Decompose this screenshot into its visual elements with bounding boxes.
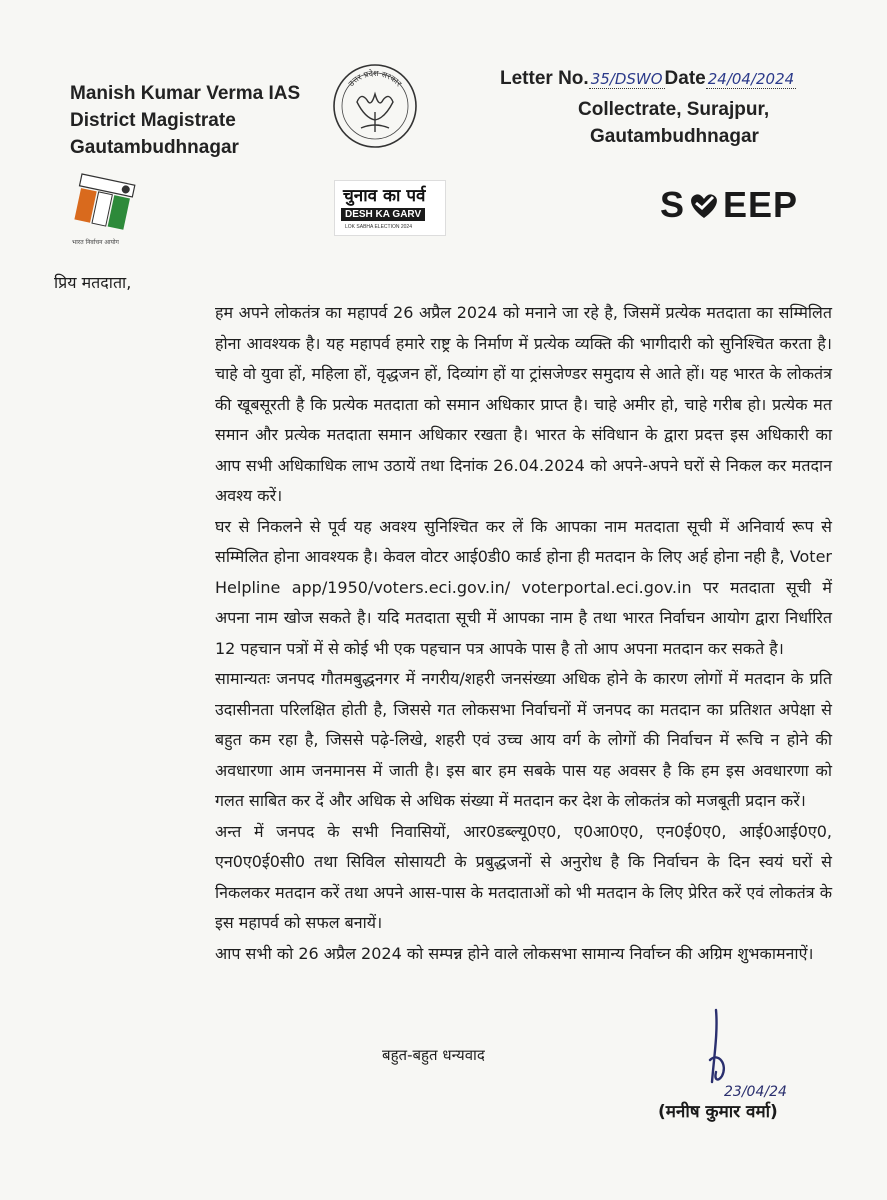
sender-name: Manish Kumar Verma IAS [70,83,301,104]
letter-body [54,268,832,969]
paragraph-4: अन्त में जनपद के सभी निवासियों, आर0डब्ल्यू0ए0, ए0आ0ए0, एन0ई0ए0, आई0आई0ए0, एन0ए0ई0सी0 तथा सिविल सोसायटी के प्रबुद्धजनों से अनुरोध है कि निर्वाचन के दिन स्वयं घरों से निकलकर मतदान करें तथा अपने आस-पास के मतदाताओं को भी मतदान के लिए प्रेरित करें एवं लोकतंत्र के इस महापर्व को सफल बनायें। [215,821,832,932]
sender-place: Gautambudhnagar [70,137,239,158]
sveep-left-text: S [660,184,686,225]
paragraph-5: आप सभी को 26 अप्रैल 2024 को सम्पन्न होने वाले लोकसभा सामान्य निर्वाच्न की अग्रिम शुभकामनाऐं। [215,943,814,963]
paragraph-1: हम अपने लोकतंत्र का महापर्व 26 अप्रैल 2024 को मनाने जा रहे है, जिसमें प्रत्येक मतदाता का सम्मिलित होना आवश्यक है। यह महापर्व हमारे राष्ट्र के निर्माण में प्रत्येक व्यक्ति की भागीदारी को सुनिश्चित करता है। चाहे वो युवा हों, महिला हों, वृद्धजन हों, दिव्यांग हों या ट्रांसजेण्डर समुदाय से आते हों। यह भारत के लोकतंत्र की खूबसूरती है कि प्रत्येक मतदाता को समान अधिकार प्राप्त है। चाहे अमीर हो, चाहे गरीब हो। प्रत्येक मत समान और प्रत्येक मतदाता समान अधिकार रखता है। भारत के संविधान के द्वारा प्रदत्त इस अधिकारी का आप सभी अधिकाधिक लाभ उठायें तथा दिनांक 26.04.2024 को अपने-अपने घरों से निकल कर मतदान अवश्य करें। [215,303,832,505]
chunav-ka-parv-logo [334,180,446,236]
paragraph-3: सामान्यतः जनपद गौतमबुद्धनगर में नगरीय/शहरी जनसंख्या अधिक होने के कारण लोगों में मतदान के प्रति उदासीनता परिलक्षित होती है, जिससे गत लोकसभा निर्वाचनों में जनपद का मतदान का प्रतिशत अपेक्षा से बहुत कम रहा है, जिससे पढ़े-लिखे, शहरी एवं उच्च आय वर्ग के लोगों की निर्वाचन में रूचि न होने की अवधारणा आम जनमानस में जाती है। इस बार हम सबके पास यह अवसर है कि हम इस अवधारणा को गलत साबित कर दें और अधिक से अधिक संख्या में मतदान कर देश के लोकतंत्र को मजबूती प्रदान करें। [215,669,832,810]
address-block [578,96,769,150]
chunav-english-text: DESH KA GARV [341,208,425,221]
letter-no-value: 35/DSWO [590,70,663,88]
address-line-2: Gautambudhnagar [590,126,759,147]
signatory-name: (मनीष कुमार वर्मा) [658,1102,778,1122]
up-government-emblem-icon [331,62,419,150]
letter-no-label: Letter No. [500,68,589,89]
hand-heart-icon [686,188,722,222]
election-commission-logo-icon [52,170,152,248]
address-line-1: Collectrate, Surajpur, [578,99,770,120]
date-value: 24/04/2024 [707,70,795,88]
sveep-logo [660,184,798,226]
chunav-hindi-text: चुनाव का पर्व [343,186,426,206]
sender-block [70,80,300,161]
chunav-sub-text: LOK SABHA ELECTION 2024 [345,224,412,230]
paragraph-2: घर से निकलने से पूर्व यह अवश्य सुनिश्चित कर लें कि आपका नाम मतदाता सूची में अनिवार्य रूप से सम्मिलित होना आवश्यक है। केवल वोटर आई0डी0 कार्ड होना ही मतदान के लिए अर्ह होना नही है, Voter Helpline app/1950/voters.eci.gov.in/ voterportal.eci.gov.in पर मतदाता सूची में अपना नाम खोज सकते है। यदि मतदाता सूची में आपका नाम है तथा भारत निर्वाचन आयोग द्वारा निर्धारित 12 पहचान पत्रों में से कोई भी एक पहचान पत्र आपके पास है तो आप अपना मतदान कर सकते है। [215,516,832,658]
emblem-text: उत्तर प्रदेश सरकार [346,68,404,89]
signature-icon [688,1002,838,1112]
signature-date: 23/04/24 [724,1084,787,1100]
eci-text: भारत निर्वाचन आयोग [72,239,119,246]
salutation: प्रिय मतदाता, [54,273,132,292]
date-label: Date [664,68,706,89]
closing-text: बहुत-बहुत धन्यवाद [382,1046,485,1064]
letter-ref-block [500,68,796,96]
sveep-right-text: EEP [723,184,799,225]
sender-title: District Magistrate [70,110,236,131]
